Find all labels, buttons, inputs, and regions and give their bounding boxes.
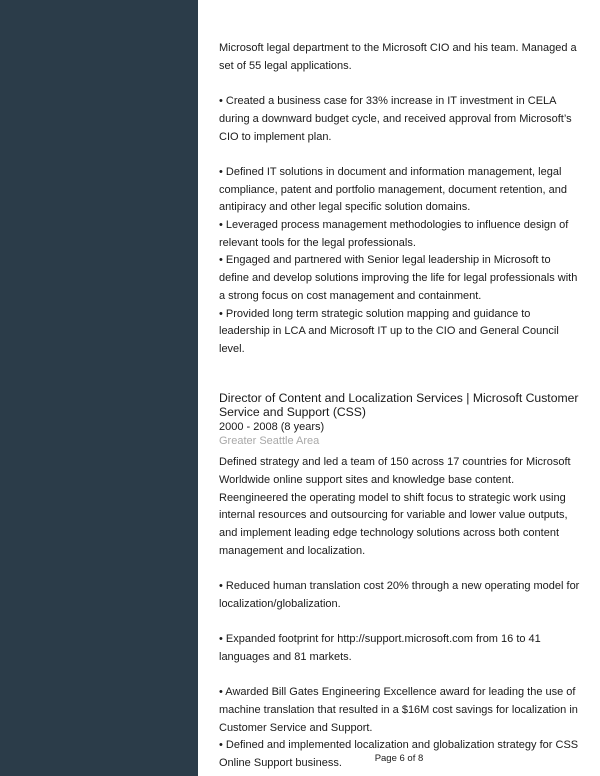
page-number: Page 6 of 8 [374, 753, 424, 764]
continued-paragraph: Microsoft legal department to the Microsoft CIO and his team. Managed a set of 55 legal applications. [219, 42, 577, 72]
job-bullet-2: • Expanded footprint for http://support.microsoft.com from 16 to 41 languages and 81 markets. [219, 633, 541, 663]
job-title: Director of Content and Localization Services | Microsoft Customer Service and Support (CSS) [219, 390, 579, 420]
job-dates: 2000 - 2008 (8 years) [219, 421, 325, 434]
job-bullet-1: • Reduced human translation cost 20% through a new operating model for localization/globalization. [219, 580, 580, 610]
cela-bullet-3: • Leveraged process management methodologies to influence design of relevant tools for the legal professionals. [219, 219, 569, 249]
cela-bullet-4: • Engaged and partnered with Senior legal leadership in Microsoft to define and develop solutions improving the life for legal professionals with a strong focus on cost management and containment. [219, 254, 578, 302]
job-location: Greater Seattle Area [219, 435, 320, 448]
main-content [219, 40, 581, 773]
job-bullet-3: • Awarded Bill Gates Engineering Excellence award for leading the use of machine translation that resulted in a $16M cost savings for localization in Customer Service and Support. [219, 686, 578, 734]
sidebar-panel [0, 0, 198, 776]
job-bullet-4: • Defined and implemented localization and globalization strategy for CSS Online Support business. [219, 739, 579, 770]
cela-bullet-2: • Defined IT solutions in document and information management, legal compliance, patent and portfolio management, document retention, and antipiracy and other legal specific solution domains. [219, 165, 567, 214]
cela-bullet-1: • Created a business case for 33% increase in IT investment in CELA during a downward budget cycle, and received approval from Microsoft’s CIO to implement plan. [219, 95, 572, 143]
cela-bullet-5: • Provided long term strategic solution mapping and guidance to leadership in LCA and Microsoft IT up to the CIO and General Council level. [219, 307, 559, 355]
job-summary: Defined strategy and led a team of 150 across 17 countries for Microsoft Worldwide online support sites and knowledge base content. Reengineered the operating model to shift focus to strategic work using internal resources and outsourcing for variable and lower value outputs, and implement leading edge technology solutions across both content management and localization. [219, 456, 571, 557]
job-entry [219, 391, 581, 773]
